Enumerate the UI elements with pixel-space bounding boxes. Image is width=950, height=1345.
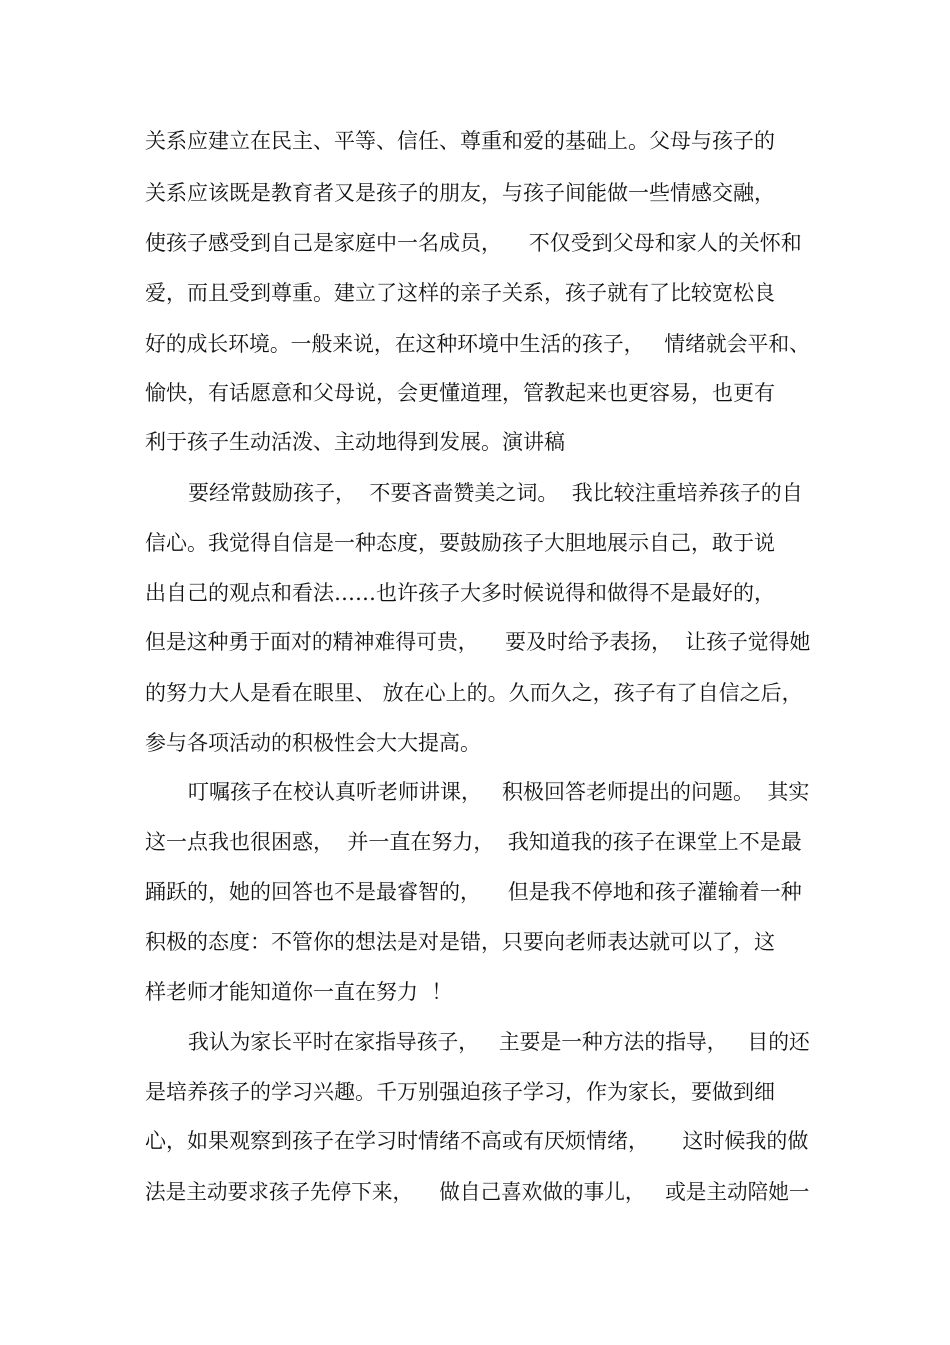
text-line: 是培养孩子的学习兴趣。千万别强迫孩子学习，作为家长，要做到细 — [145, 1080, 775, 1104]
text-line: 的努力大人是看在眼里、 放在心上的。久而久之，孩子有了自信之后， — [145, 681, 803, 705]
text-line: 关系应该既是教育者又是孩子的朋友，与孩子间能做一些情感交融， — [145, 181, 775, 205]
text-line: 法是主动要求孩子先停下来， 做自己喜欢做的事儿， 或是主动陪她一 — [145, 1180, 810, 1204]
text-line: 愉快，有话愿意和父母说，会更懂道理，管教起来也更容易，也更有 — [145, 381, 775, 405]
text-line: 样老师才能知道你一直在努力 ！ — [145, 980, 453, 1004]
text-line: 这一点我也很困惑， 并一直在努力， 我知道我的孩子在课堂上不是最 — [145, 830, 802, 854]
text-line: 利于孩子生动活泼、主动地得到发展。演讲稿 — [145, 430, 565, 454]
text-line: 出自己的观点和看法……也许孩子大多时候说得和做得不是最好的， — [145, 581, 775, 605]
text-line: 使孩子感受到自己是家庭中一名成员， 不仅受到父母和家人的关怀和 — [145, 231, 802, 255]
text-line: 心，如果观察到孩子在学习时情绪不高或有厌烦情绪， 这时候我的做 — [145, 1129, 809, 1153]
text-line: 但是这种勇于面对的精神难得可贵， 要及时给予表扬， 让孩子觉得她 — [145, 630, 811, 654]
text-line: 爱，而且受到尊重。建立了这样的亲子关系，孩子就有了比较宽松良 — [145, 281, 775, 305]
text-line: 参与各项活动的积极性会大大提高。 — [145, 731, 481, 755]
text-line: 踊跃的，她的回答也不是最睿智的， 但是我不停地和孩子灌输着一种 — [145, 880, 802, 904]
text-line: 要经常鼓励孩子， 不要吝啬赞美之词。 我比较注重培养孩子的自 — [188, 481, 803, 505]
text-line: 信心。我觉得自信是一种态度，要鼓励孩子大胆地展示自己，敢于说 — [145, 531, 775, 555]
text-line: 我认为家长平时在家指导孩子， 主要是一种方法的指导， 目的还 — [188, 1030, 810, 1054]
text-line: 叮嘱孩子在校认真听老师讲课， 积极回答老师提出的问题。 其实 — [188, 780, 810, 804]
text-line: 关系应建立在民主、平等、信任、尊重和爱的基础上。父母与孩子的 — [145, 129, 775, 153]
text-line: 好的成长环境。一般来说，在这种环境中生活的孩子， 情绪就会平和、 — [145, 332, 810, 356]
text-line: 积极的态度：不管你的想法是对是错，只要向老师表达就可以了，这 — [145, 930, 775, 954]
